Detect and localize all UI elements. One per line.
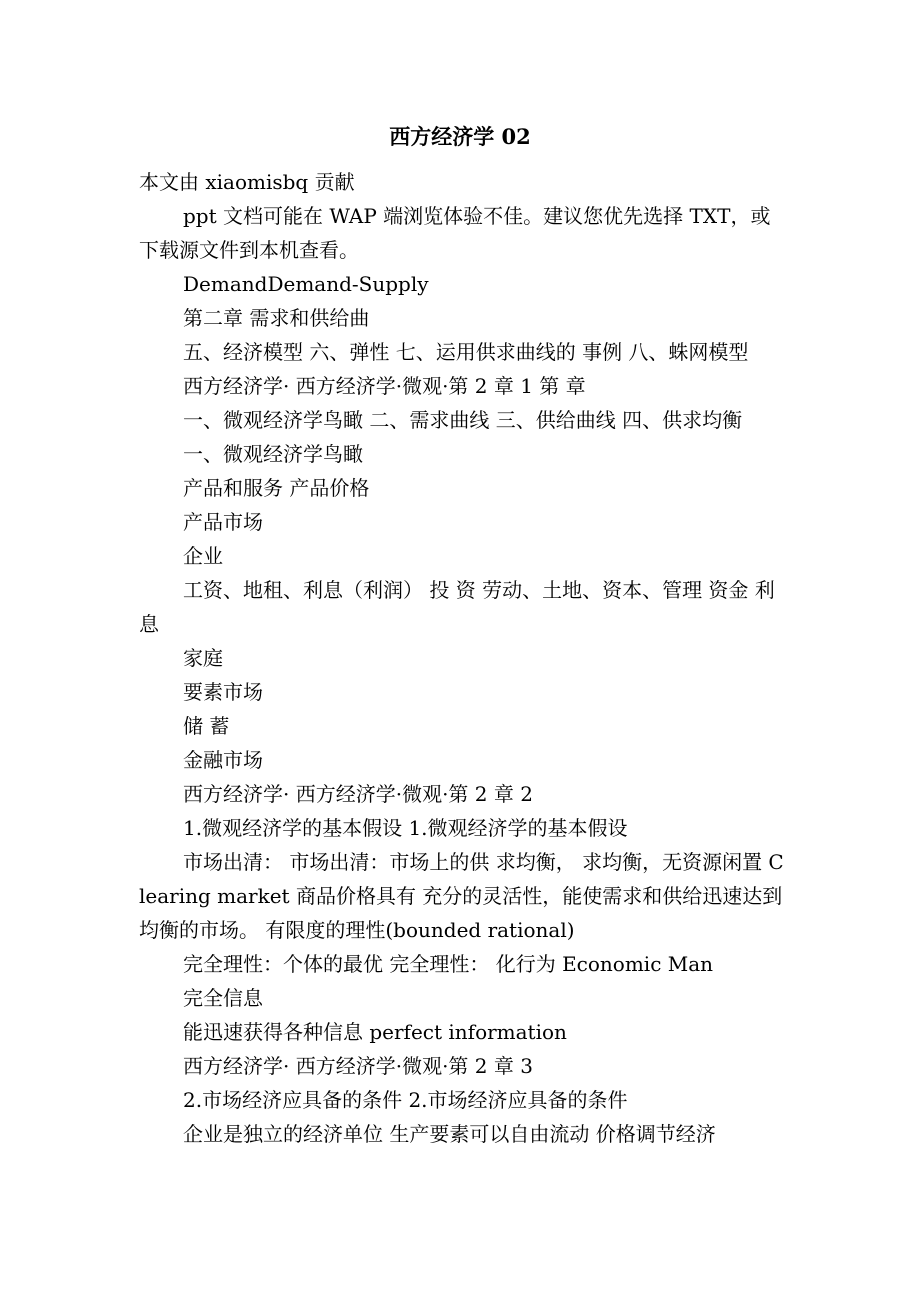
paragraph: 西方经济学· 西方经济学·微观·第 2 章 1 第 章 <box>183 374 586 398</box>
paragraph: 工资、地租、利息（利润） 投 资 劳动、土地、资本、管理 资金 利息 <box>139 578 775 636</box>
paragraph: 企业 <box>183 544 223 568</box>
paragraph: 金融市场 <box>183 748 263 772</box>
paragraph: 1.微观经济学的基本假设 1.微观经济学的基本假设 <box>183 816 628 840</box>
paragraph: 产品和服务 产品价格 <box>183 476 370 500</box>
paragraph: 一、微观经济学鸟瞰 <box>183 442 363 466</box>
paragraph: 产品市场 <box>183 510 263 534</box>
paragraph: 一、微观经济学鸟瞰 二、需求曲线 三、供给曲线 四、供求均衡 <box>183 408 743 432</box>
paragraph: 西方经济学· 西方经济学·微观·第 2 章 3 <box>183 1054 533 1078</box>
document-body <box>139 165 789 1151</box>
paragraph: 要素市场 <box>183 680 263 704</box>
paragraph: 2.市场经济应具备的条件 2.市场经济应具备的条件 <box>183 1088 628 1112</box>
document-title: 西方经济学 02 <box>389 124 531 149</box>
paragraph: 五、经济模型 六、弹性 七、运用供求曲线的 事例 八、蛛网模型 <box>183 340 749 364</box>
paragraph: DemandDemand-Supply <box>183 272 429 296</box>
paragraph: 储 蓄 <box>183 714 230 738</box>
paragraph: ppt 文档可能在 WAP 端浏览体验不佳。建议您优先选择 TXT，或下载源文件到本机查看。 <box>139 204 771 262</box>
paragraph: 完全理性：个体的最优 完全理性： 化行为 Economic Man <box>183 952 714 976</box>
paragraph: 完全信息 <box>183 986 263 1010</box>
paragraph: 家庭 <box>183 646 223 670</box>
paragraph: 市场出清： 市场出清：市场上的供 求均衡， 求均衡，无资源闲置 Clearing market 商品价格具有 充分的灵活性，能使需求和供给迅速达到均衡的市场。 有限度的理性(bounded rational) <box>139 850 784 942</box>
paragraph: 第二章 需求和供给曲 <box>183 306 370 330</box>
paragraph: 西方经济学· 西方经济学·微观·第 2 章 2 <box>183 782 533 806</box>
author-line: 本文由 xiaomisbq 贡献 <box>139 170 355 194</box>
paragraph: 能迅速获得各种信息 perfect information <box>183 1020 567 1044</box>
paragraph: 企业是独立的经济单位 生产要素可以自由流动 价格调节经济 <box>183 1122 716 1146</box>
